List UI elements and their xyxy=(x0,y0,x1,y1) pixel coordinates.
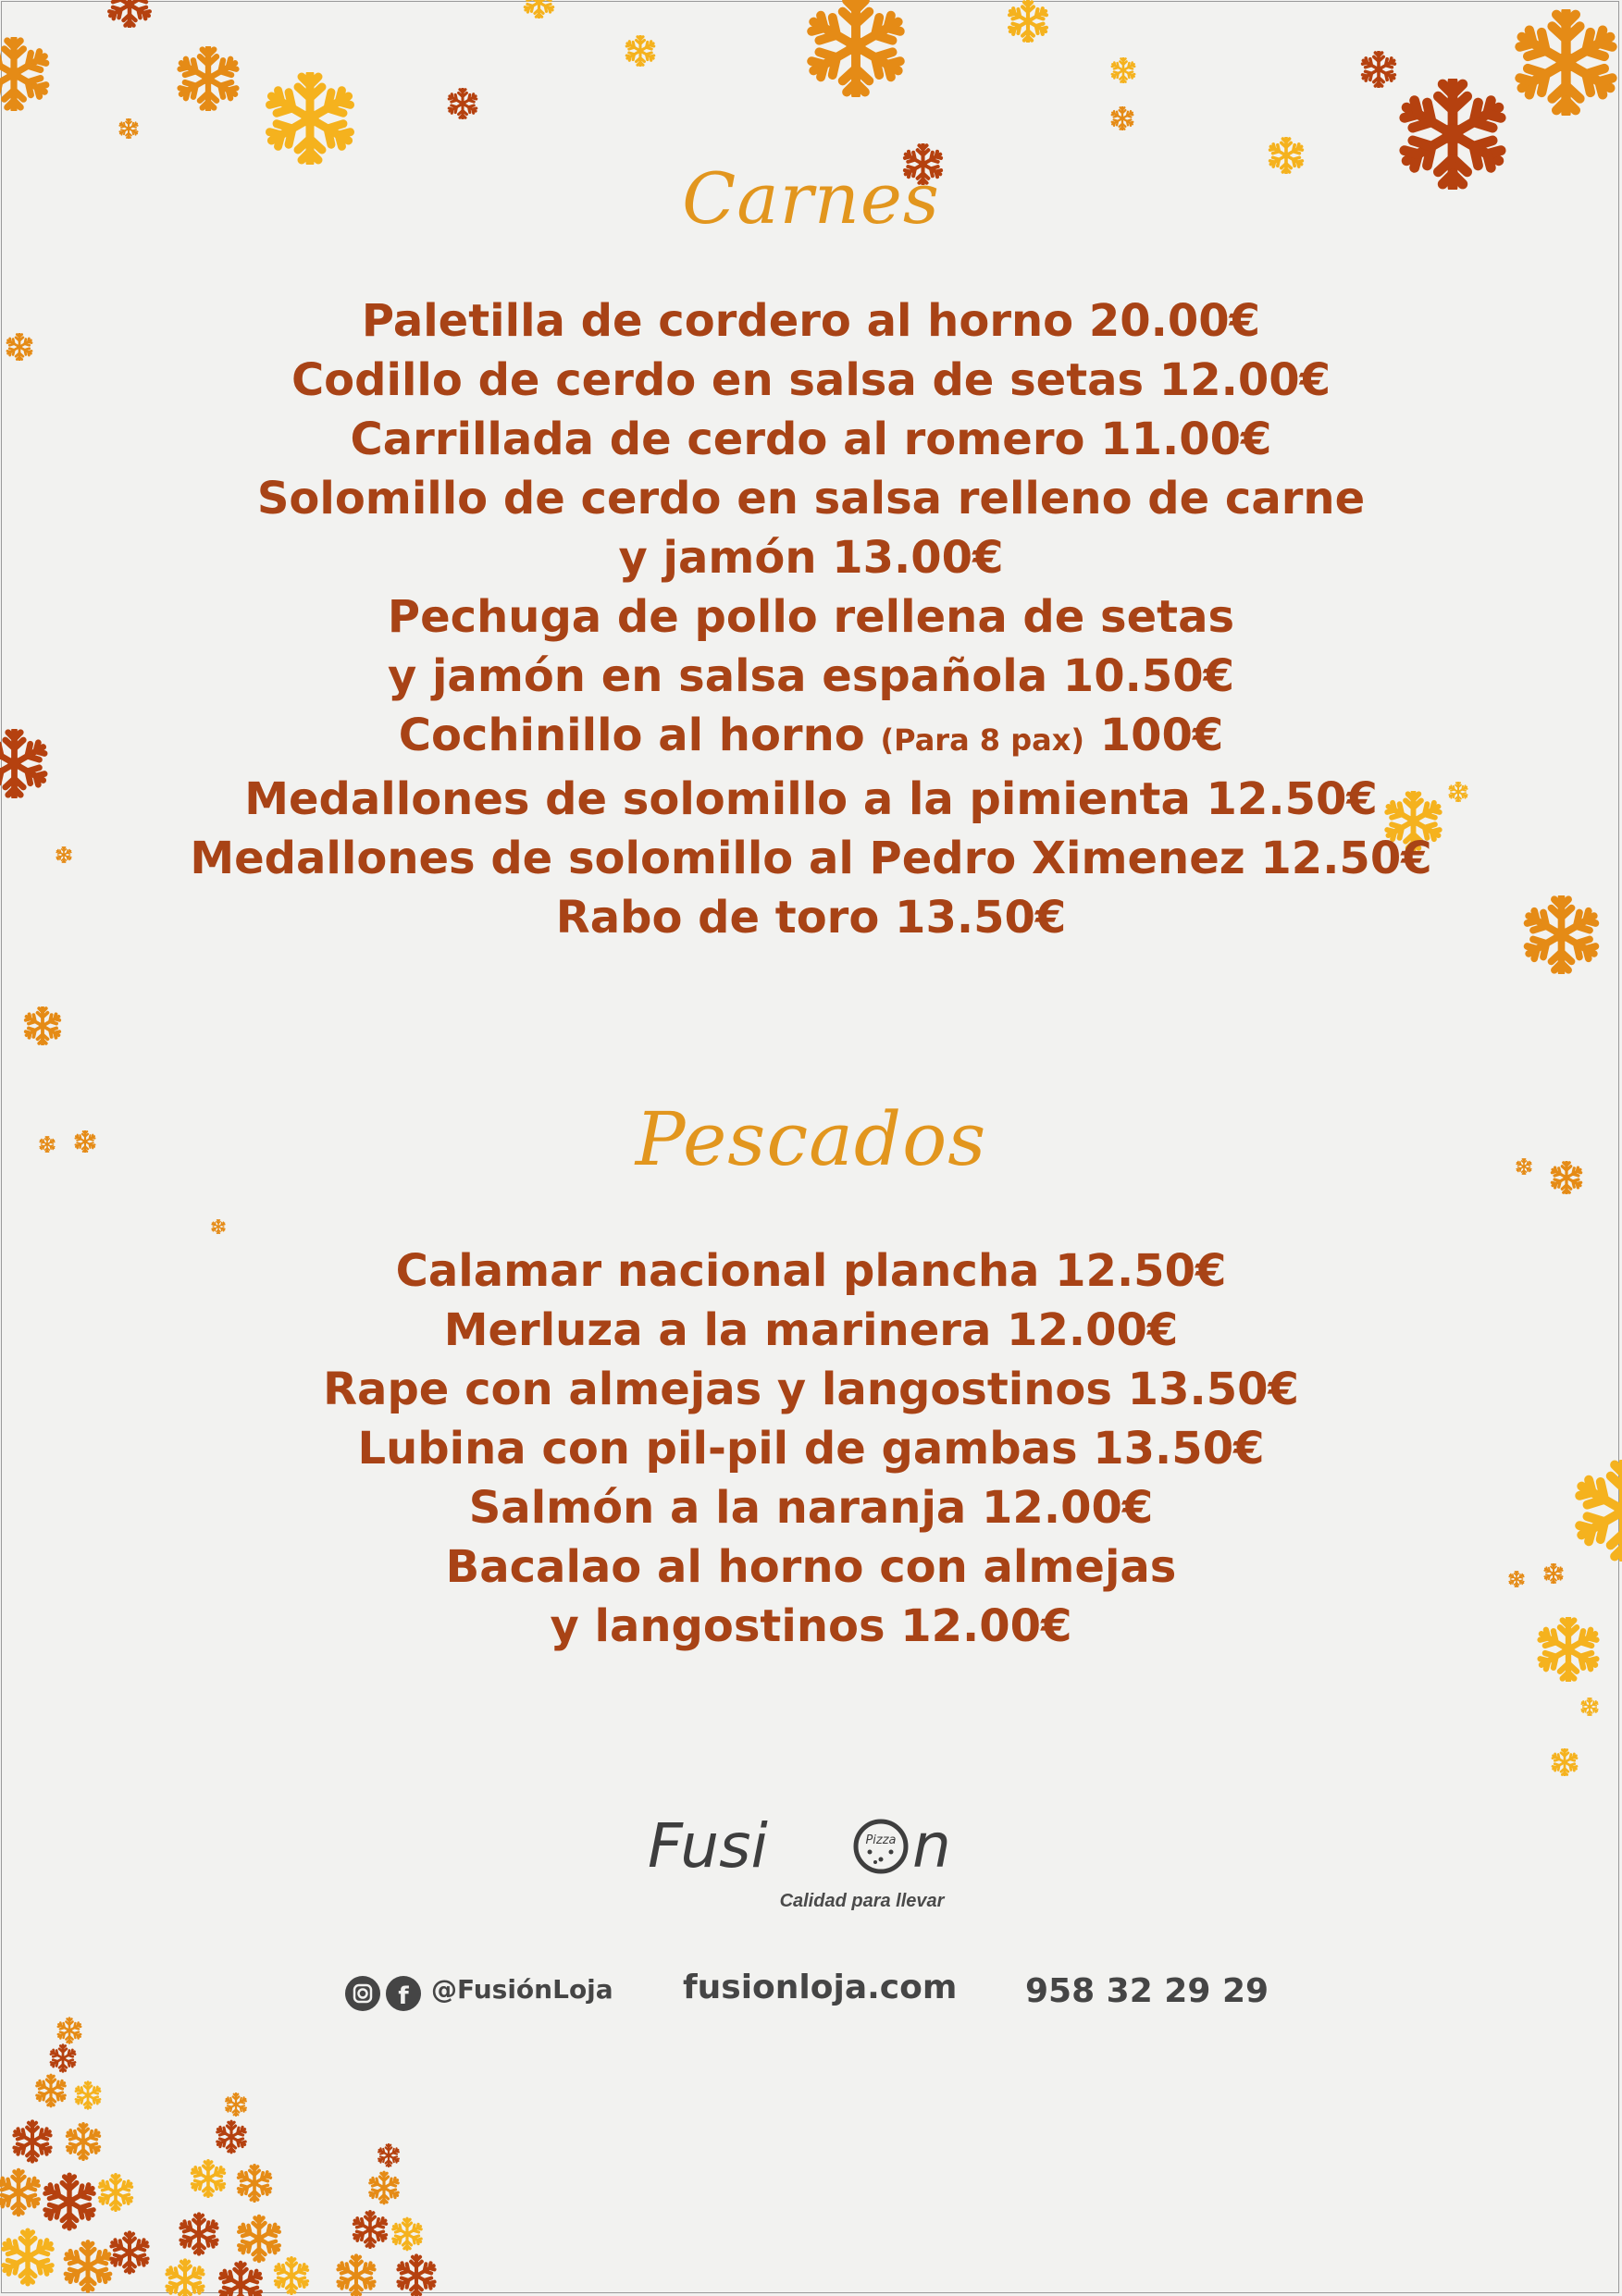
snowflake-icon xyxy=(23,1006,62,1045)
snowflake-icon xyxy=(1110,57,1136,83)
menu-item-continuation: y jamón 13.00€ xyxy=(618,532,1004,584)
snowflake-icon xyxy=(1580,1697,1599,1716)
snowflake-icon xyxy=(0,37,51,111)
snowflake-trees-decoration xyxy=(0,1980,463,2296)
menu-item: Medallones de solomillo al Pedro Ximenez 12.50€ xyxy=(190,833,1432,884)
menu-item-name: Cochinillo al horno xyxy=(398,710,865,761)
brand-name-right: n xyxy=(912,1810,951,1882)
snowflake-icon xyxy=(805,0,907,97)
snowflake-icon xyxy=(176,46,241,111)
menu-item: Solomillo de cerdo en salsa relleno de carne xyxy=(256,473,1366,525)
menu-item-cochinillo xyxy=(0,706,1622,770)
menu-item-continuation: y langostinos 12.00€ xyxy=(550,1600,1072,1652)
svg-text:f: f xyxy=(398,1982,409,2010)
menu-item: Lubina con pil-pil de gambas 13.50€ xyxy=(357,1423,1265,1475)
snowflake-icon xyxy=(106,0,153,28)
menu-item: Medallones de solomillo a la pimienta 12.50€ xyxy=(244,773,1378,825)
menu-item: Pechuga de pollo rellena de setas xyxy=(387,591,1235,643)
snowflake-icon xyxy=(1551,1748,1579,1776)
snowflake-icon xyxy=(1007,0,1049,43)
menu-item: Rabo de toro 13.50€ xyxy=(555,892,1067,944)
pescados-menu-list xyxy=(0,1241,1622,1656)
menu-item-note: (Para 8 pax) xyxy=(880,722,1084,758)
pizza-badge-text: Pizza xyxy=(865,1833,897,1847)
snowflake-icon xyxy=(264,72,356,165)
pescados-heading: Pescados xyxy=(635,1096,987,1182)
carnes-heading: Carnes xyxy=(682,157,940,240)
snowflake-icon xyxy=(1360,51,1397,88)
menu-item: Rape con almejas y langostinos 13.50€ xyxy=(323,1364,1299,1415)
menu-item-price: 100€ xyxy=(1099,710,1224,761)
snowflake-icon xyxy=(1110,106,1134,130)
menu-item: Carrillada de cerdo al romero 11.00€ xyxy=(350,414,1272,465)
carnes-menu-list xyxy=(0,291,1622,947)
social-handle[interactable]: @FusiónLoja xyxy=(431,1974,613,2005)
snowflake-icon xyxy=(625,35,656,67)
brand-tagline: Calidad para llevar xyxy=(779,1891,945,1911)
phone-number[interactable]: 958 32 29 29 xyxy=(1025,1972,1269,2010)
menu-item: Merluza a la marinera 12.00€ xyxy=(443,1304,1179,1356)
snowflake-icon xyxy=(447,88,478,119)
tree-middle xyxy=(165,2093,309,2296)
tree-left xyxy=(0,2018,150,2291)
snowflake-icon xyxy=(1513,9,1619,116)
snowflake-icon xyxy=(523,0,555,19)
menu-item: Calamar nacional plancha 12.50€ xyxy=(395,1245,1227,1297)
menu-item: Salmón a la naranja 12.00€ xyxy=(468,1482,1154,1534)
website-link[interactable]: fusionloja.com xyxy=(683,1969,958,2006)
menu-item-continuation: y jamón en salsa española 10.50€ xyxy=(387,650,1235,702)
brand-name-left: Fusi xyxy=(648,1810,768,1882)
menu-item: Bacalao al horno con almejas xyxy=(445,1541,1177,1593)
snowflake-icon xyxy=(118,118,139,139)
menu-item: Paletilla de cordero al horno 20.00€ xyxy=(361,295,1261,347)
snowflake-icon xyxy=(211,1219,226,1234)
menu-item: Codillo de cerdo en salsa de setas 12.00€ xyxy=(291,354,1331,406)
tree-right xyxy=(336,2144,436,2296)
